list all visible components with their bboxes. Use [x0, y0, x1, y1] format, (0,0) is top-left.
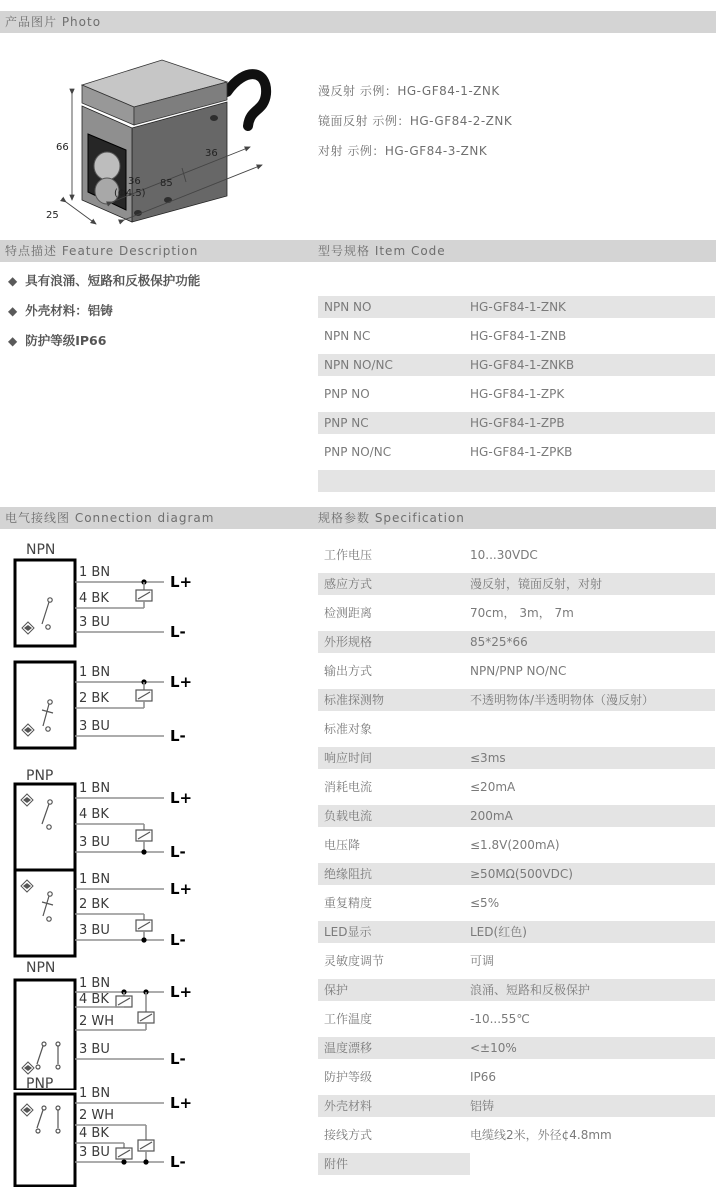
terminal-minus: L- — [170, 843, 186, 861]
table-row — [318, 660, 715, 682]
row-label: 附件 — [318, 1153, 470, 1175]
feature-text: 外壳材料：铝铸 — [25, 303, 113, 318]
row-label: 感应方式 — [324, 577, 373, 591]
connection-diagram-npn-nc — [12, 654, 222, 758]
row-label: 保护 — [324, 983, 349, 997]
wire-label: 3 BU — [79, 615, 110, 630]
row-label: 输出方式 — [324, 664, 373, 678]
table-row — [318, 544, 715, 566]
row-label — [318, 470, 470, 492]
row-label: 重复精度 — [324, 896, 373, 910]
terminal-minus: L- — [170, 931, 186, 949]
cable — [227, 74, 266, 126]
wire-label: 1 BN — [79, 565, 111, 580]
diagram-type-label: PNP — [26, 768, 54, 784]
wire-label: 3 BU — [79, 923, 110, 938]
model-example-throughbeam: 对射 示例：HG-GF84-3-ZNK — [318, 144, 488, 158]
dim-pitch-b: 36 — [128, 176, 141, 187]
product-photo — [22, 50, 317, 230]
table-row — [318, 689, 715, 711]
row-label: 负载电流 — [324, 809, 373, 823]
section-title-features: 特点描述 Feature Description — [5, 244, 199, 258]
table-row — [318, 1037, 715, 1059]
feature-text: 防护等级IP66 — [25, 333, 107, 348]
table-row — [318, 863, 715, 885]
table-row — [318, 718, 715, 740]
connection-diagram-npn-nonc — [12, 960, 222, 1090]
table-row — [318, 441, 715, 463]
row-label: PNP NO — [324, 387, 370, 401]
diamond-bullet-icon: ◆ — [8, 304, 18, 318]
row-label: 外形规格 — [324, 635, 373, 649]
row-value: 铝铸 — [470, 1099, 495, 1113]
row-value: 10...30VDC — [470, 548, 538, 562]
table-row — [318, 950, 715, 972]
item-code-table — [318, 296, 715, 499]
connection-diagram-npn-no — [12, 540, 222, 658]
table-row — [318, 921, 715, 943]
row-label: 温度漂移 — [324, 1041, 373, 1055]
row-value: 电缆线2米，外径¢4.8mm — [470, 1128, 612, 1142]
table-row — [318, 573, 715, 595]
wire-label: 3 BU — [79, 1042, 110, 1057]
dim-depth: 25 — [46, 210, 59, 221]
row-label: 灵敏度调节 — [324, 954, 385, 968]
table-row — [318, 354, 715, 376]
wire-label: 2 BK — [79, 897, 109, 912]
row-label: 电压降 — [324, 838, 361, 852]
diagram-type-label: NPN — [26, 542, 56, 558]
diamond-bullet-icon: ◆ — [8, 334, 18, 348]
table-row — [318, 470, 715, 492]
section-bar-features-itemcode — [0, 240, 716, 262]
screw-hole — [210, 115, 218, 121]
table-row — [318, 834, 715, 856]
row-value: HG-GF84-1-ZPB — [470, 416, 565, 430]
wire-label: 4 BK — [79, 807, 109, 822]
row-value: HG-GF84-1-ZNB — [470, 329, 567, 343]
row-label: NPN NO — [324, 300, 372, 314]
row-value: ≤1.8V(200mA) — [470, 838, 560, 852]
row-value: 不透明物体/半透明物体（漫反射） — [470, 693, 655, 707]
terminal-plus: L+ — [170, 789, 193, 807]
section-title-connection: 电气接线图 Connection diagram — [5, 511, 215, 525]
terminal-minus: L- — [170, 727, 186, 745]
row-value: 200mA — [470, 809, 513, 823]
row-value — [470, 470, 715, 492]
table-row — [318, 805, 715, 827]
connection-diagram-pnp-nonc — [12, 1076, 222, 1187]
row-label: 标准探测物 — [324, 693, 385, 707]
feature-list — [8, 272, 308, 362]
terminal-plus: L+ — [170, 573, 193, 591]
connection-diagram-pnp-nc — [12, 864, 222, 966]
row-value: LED(红色) — [470, 925, 527, 939]
diagram-type-label: NPN — [26, 960, 56, 976]
row-value — [470, 1153, 715, 1175]
row-label: 检测距离 — [324, 606, 373, 620]
row-value — [470, 718, 715, 740]
table-row — [318, 979, 715, 1001]
dim-hole-note: (Φ4.5) — [114, 188, 146, 199]
terminal-plus: L+ — [170, 983, 193, 1001]
model-example-diffuse: 漫反射 示例：HG-GF84-1-ZNK — [318, 84, 500, 98]
row-value: 70cm， 3m， 7m — [470, 606, 574, 620]
dim-height: 66 — [56, 142, 69, 153]
section-title-itemcode: 型号规格 Item Code — [318, 244, 446, 258]
section-bar-photo — [0, 11, 716, 33]
row-value: 浪涌、短路和反极保护 — [470, 983, 591, 997]
row-label: PNP NO/NC — [324, 445, 392, 459]
wire-label: 1 BN — [79, 1086, 111, 1101]
row-value: 可调 — [470, 954, 495, 968]
table-row — [318, 602, 715, 624]
row-value: -10...55℃ — [470, 1012, 530, 1026]
wire-label: 1 BN — [79, 665, 111, 680]
row-label: 消耗电流 — [324, 780, 373, 794]
row-label: 响应时间 — [324, 751, 373, 765]
row-value: <±10% — [470, 1041, 517, 1055]
terminal-plus: L+ — [170, 673, 193, 691]
row-label: 外壳材料 — [324, 1099, 373, 1113]
row-label: NPN NC — [324, 329, 371, 343]
wire-label: 3 BU — [79, 835, 110, 850]
table-row — [318, 296, 715, 318]
row-label: NPN NO/NC — [324, 358, 393, 372]
wire-label: 4 BK — [79, 1126, 109, 1141]
row-value: ≤20mA — [470, 780, 516, 794]
row-value: 85*25*66 — [470, 635, 528, 649]
section-bar-connection-spec — [0, 507, 716, 529]
row-label: 防护等级 — [324, 1070, 373, 1084]
lens-upper — [94, 152, 120, 180]
table-row — [318, 747, 715, 769]
table-row — [318, 1008, 715, 1030]
table-row — [318, 412, 715, 434]
table-row — [318, 383, 715, 405]
row-value: HG-GF84-1-ZPKB — [470, 445, 573, 459]
row-label: 绝缘阻抗 — [324, 867, 373, 881]
terminal-minus: L- — [170, 1153, 186, 1171]
model-examples — [318, 76, 512, 166]
feature-item — [8, 302, 308, 332]
row-value: HG-GF84-1-ZPK — [470, 387, 565, 401]
terminal-minus: L- — [170, 1050, 186, 1068]
wire-label: 2 WH — [79, 1014, 115, 1029]
row-value: IP66 — [470, 1070, 497, 1084]
table-row — [318, 776, 715, 798]
terminal-plus: L+ — [170, 880, 193, 898]
table-row — [318, 1095, 715, 1117]
terminal-minus: L- — [170, 623, 186, 641]
wire-label: 3 BU — [79, 719, 110, 734]
terminal-plus: L+ — [170, 1094, 193, 1112]
table-row — [318, 1124, 715, 1146]
feature-item — [8, 332, 308, 362]
row-label: 工作电压 — [324, 548, 373, 562]
row-label: 接线方式 — [324, 1128, 373, 1142]
row-label: 标准对象 — [324, 722, 373, 736]
row-label: 工作温度 — [324, 1012, 373, 1026]
model-example-retroreflective: 镜面反射 示例：HG-GF84-2-ZNK — [318, 114, 513, 128]
specification-table — [318, 544, 715, 1182]
table-row — [318, 1153, 715, 1175]
table-row — [318, 325, 715, 347]
section-title-photo: 产品图片 Photo — [5, 15, 102, 29]
row-value: HG-GF84-1-ZNKB — [470, 358, 575, 372]
wire-label: 1 BN — [79, 781, 111, 796]
diamond-bullet-icon: ◆ — [8, 274, 18, 288]
dim-length: 85 — [160, 178, 173, 189]
section-title-spec: 规格参数 Specification — [318, 511, 465, 525]
row-value: 漫反射，镜面反射，对射 — [470, 577, 603, 591]
row-label: LED显示 — [324, 925, 372, 939]
row-value: ≤3ms — [470, 751, 506, 765]
row-label: PNP NC — [324, 416, 369, 430]
wire-label: 1 BN — [79, 872, 111, 887]
diagram-type-label: PNP — [26, 1076, 54, 1092]
feature-item — [8, 272, 308, 302]
row-value: HG-GF84-1-ZNK — [470, 300, 566, 314]
wire-label: 2 BK — [79, 691, 109, 706]
wire-label: 1 BN — [79, 976, 111, 991]
table-row — [318, 1066, 715, 1088]
row-value: ≤5% — [470, 896, 500, 910]
row-value: ≥50MΩ(500VDC) — [470, 867, 573, 881]
wire-label: 4 BK — [79, 591, 109, 606]
table-row — [318, 892, 715, 914]
wire-label: 3 BU — [79, 1145, 110, 1160]
row-value: NPN/PNP NO/NC — [470, 664, 567, 678]
wire-label: 4 BK — [79, 992, 109, 1007]
table-row — [318, 631, 715, 653]
feature-text: 具有浪涌、短路和反极保护功能 — [25, 273, 201, 288]
dim-pitch-a: 36 — [205, 148, 218, 159]
wire-label: 2 WH — [79, 1108, 115, 1123]
